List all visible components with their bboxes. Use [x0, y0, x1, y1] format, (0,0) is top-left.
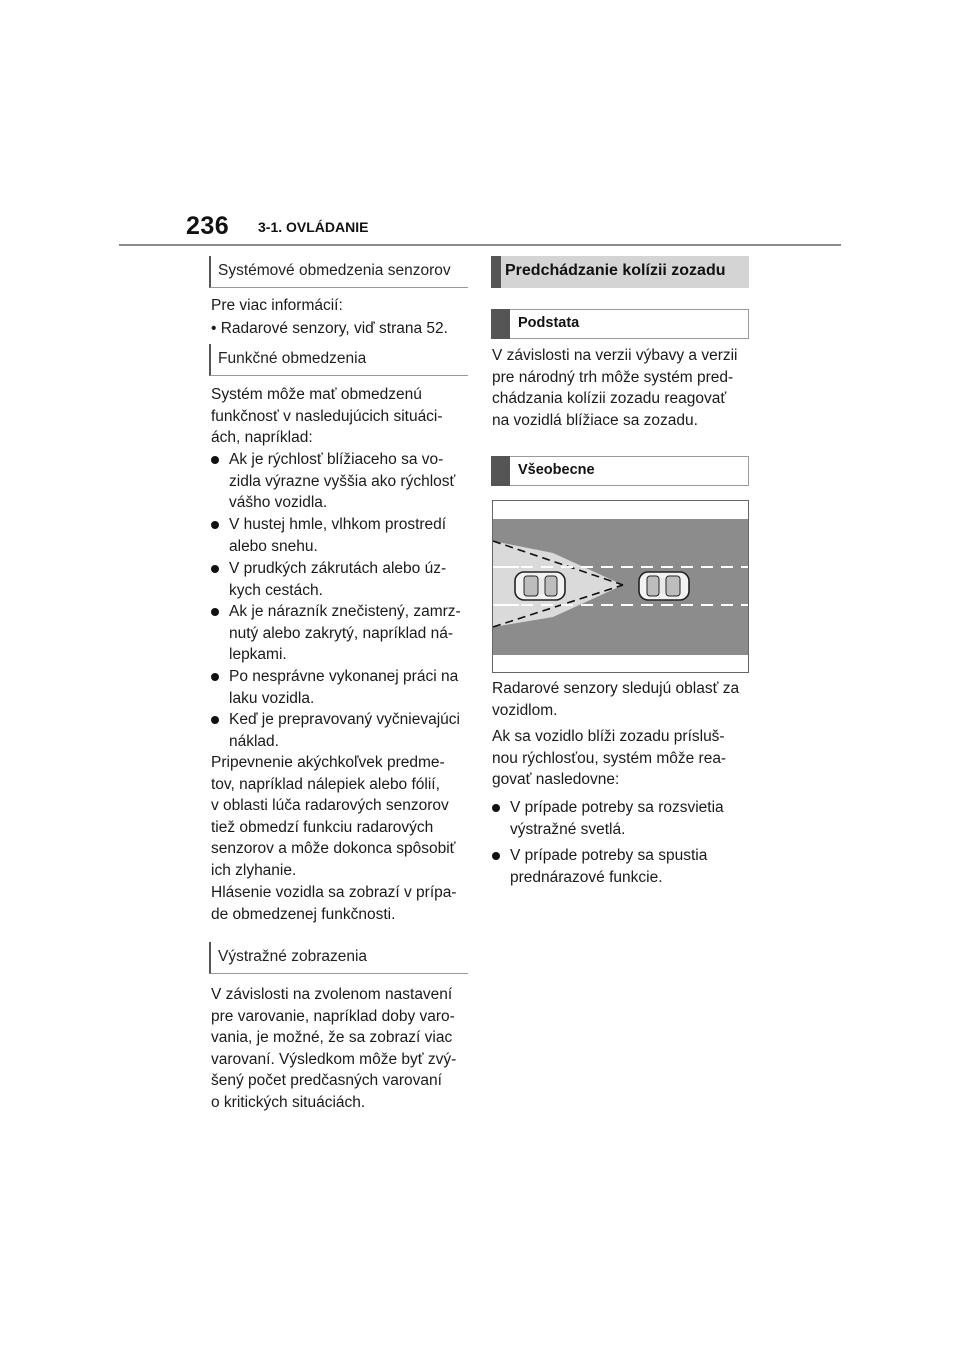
attach-paragraph [211, 752, 473, 881]
text-line: náklad. [229, 732, 279, 750]
text-line: Ak je nárazník znečistený, zamrz- [229, 603, 461, 620]
box-heading-principle [491, 309, 749, 339]
principle-paragraph [492, 345, 754, 431]
text-line: v oblasti lúča radarových senzorov [211, 797, 449, 814]
subheading-label: Výstražné zobrazenia [218, 948, 368, 965]
text-line: na vozidlá blížiace sa zozadu. [492, 411, 698, 429]
text-line: V závislosti na verzii výbavy a verzii [492, 347, 738, 364]
text-line: vozidlom. [492, 701, 558, 719]
text-line: ách, napríklad: [211, 429, 313, 446]
text-line: o kritických situáciách. [211, 1093, 366, 1111]
text-line: chádzania kolízii zozadu reagovať [492, 390, 727, 407]
text-line: pre národný trh môže systém pred- [492, 368, 734, 386]
header-rule [119, 244, 841, 246]
text-line: Keď je prepravovaný vyčnievajúci [229, 711, 460, 728]
bullet-dot-icon [211, 608, 219, 616]
more-info-item: • Radarové senzory, viď strana 52. [211, 319, 448, 337]
text-line: alebo snehu. [229, 537, 318, 555]
bullet-dot-icon [492, 804, 500, 812]
text-line: Po nesprávne vykonanej práci na [229, 668, 459, 685]
text-line: Ak sa vozidlo blíži zozadu prísluš- [492, 728, 725, 745]
text-line: govať nasledovne: [492, 771, 620, 788]
box-heading-label: Podstata [518, 315, 580, 331]
box-heading-general [491, 456, 749, 486]
box-heading-label: Všeobecne [518, 462, 595, 478]
text-line: Radarové senzory sledujú oblasť za [492, 680, 740, 697]
text-line: ich zlyhanie. [211, 861, 297, 879]
text-line: tov, napríklad nálepiek alebo fólií, [211, 775, 440, 793]
text-line: tiež obmedzí funkciu radarových [211, 818, 434, 836]
text-line: vania, je možné, že sa zobrazí viac [211, 1029, 453, 1046]
text-line: nou rýchlosťou, systém môže rea- [492, 749, 727, 767]
text-line: kych cestách. [229, 581, 323, 599]
text-line: Hlásenie vozidla sa zobrazí v prípa- [211, 884, 457, 901]
bullet-dot-icon [211, 673, 219, 681]
text-line: Ak je rýchlosť blížiaceho sa vo- [229, 451, 444, 468]
text-line: V závislosti na zvolenom nastavení [211, 986, 453, 1003]
text-line: výstražné svetlá. [510, 820, 626, 838]
radar-paragraph [492, 678, 754, 721]
rear-radar-diagram [492, 500, 749, 673]
text-line: lepkami. [229, 646, 287, 663]
car-icon [515, 572, 565, 600]
heading-bar [491, 456, 510, 486]
more-info-text: Pre viac informácií: [211, 297, 343, 314]
subheading-functional-limits [209, 344, 468, 376]
text-line: Systém môže mať obmedzenú [211, 386, 422, 403]
text-line: V prípade potreby sa spustia [510, 847, 708, 864]
text-line: V prudkých zákrutách alebo úz- [229, 560, 447, 577]
message-paragraph [211, 882, 473, 925]
text-line: šený počet predčasných varovaní [211, 1072, 442, 1089]
road-illustration [493, 501, 748, 672]
heading-bar [491, 256, 501, 288]
bullet-dot-icon [211, 565, 219, 573]
bullet-dot-icon [211, 456, 219, 464]
chapter-title: 3-1. OVLÁDANIE [258, 219, 369, 235]
text-line: nutý alebo zakrytý, napríklad ná- [229, 624, 454, 642]
approach-paragraph [492, 726, 754, 791]
subheading-label: Systémové obmedzenia senzorov [218, 262, 451, 279]
subheading-warning-displays [209, 942, 468, 974]
subheading-label: Funkčné obmedzenia [218, 350, 367, 367]
page-number: 236 [186, 212, 230, 240]
section-heading [491, 256, 749, 288]
more-info-block [211, 295, 471, 339]
bullet-dot-icon [211, 716, 219, 724]
text-line: vášho vozidla. [229, 494, 328, 511]
bullet-dot-icon [211, 521, 219, 529]
text-line: varovaní. Výsledkom môže byť zvý- [211, 1050, 457, 1068]
subheading-sensor-limits [209, 256, 468, 288]
text-line: prednárazové funkcie. [510, 868, 663, 886]
car-icon [639, 572, 689, 600]
text-line: de obmedzenej funkčnosti. [211, 905, 396, 923]
bullet-dot-icon [492, 852, 500, 860]
intro-paragraph [211, 384, 471, 449]
text-line: senzorov a môže dokonca spôsobiť [211, 840, 456, 857]
text-line: laku vozidla. [229, 689, 315, 707]
text-line: V hustej hmle, vlhkom prostredí [229, 516, 447, 533]
text-line: Pripevnenie akýchkoľvek predme- [211, 754, 445, 771]
warning-paragraph [211, 984, 473, 1113]
section-heading-label: Predchádzanie kolízii zozadu [505, 262, 726, 279]
text-line: funkčnosť v nasledujúcich situáci- [211, 407, 443, 425]
text-line: V prípade potreby sa rozsvietia [510, 799, 724, 816]
text-line: pre varovanie, napríklad doby varo- [211, 1007, 455, 1025]
heading-bar [491, 309, 510, 339]
text-line: zidla výrazne vyššia ako rýchlosť [229, 472, 456, 490]
